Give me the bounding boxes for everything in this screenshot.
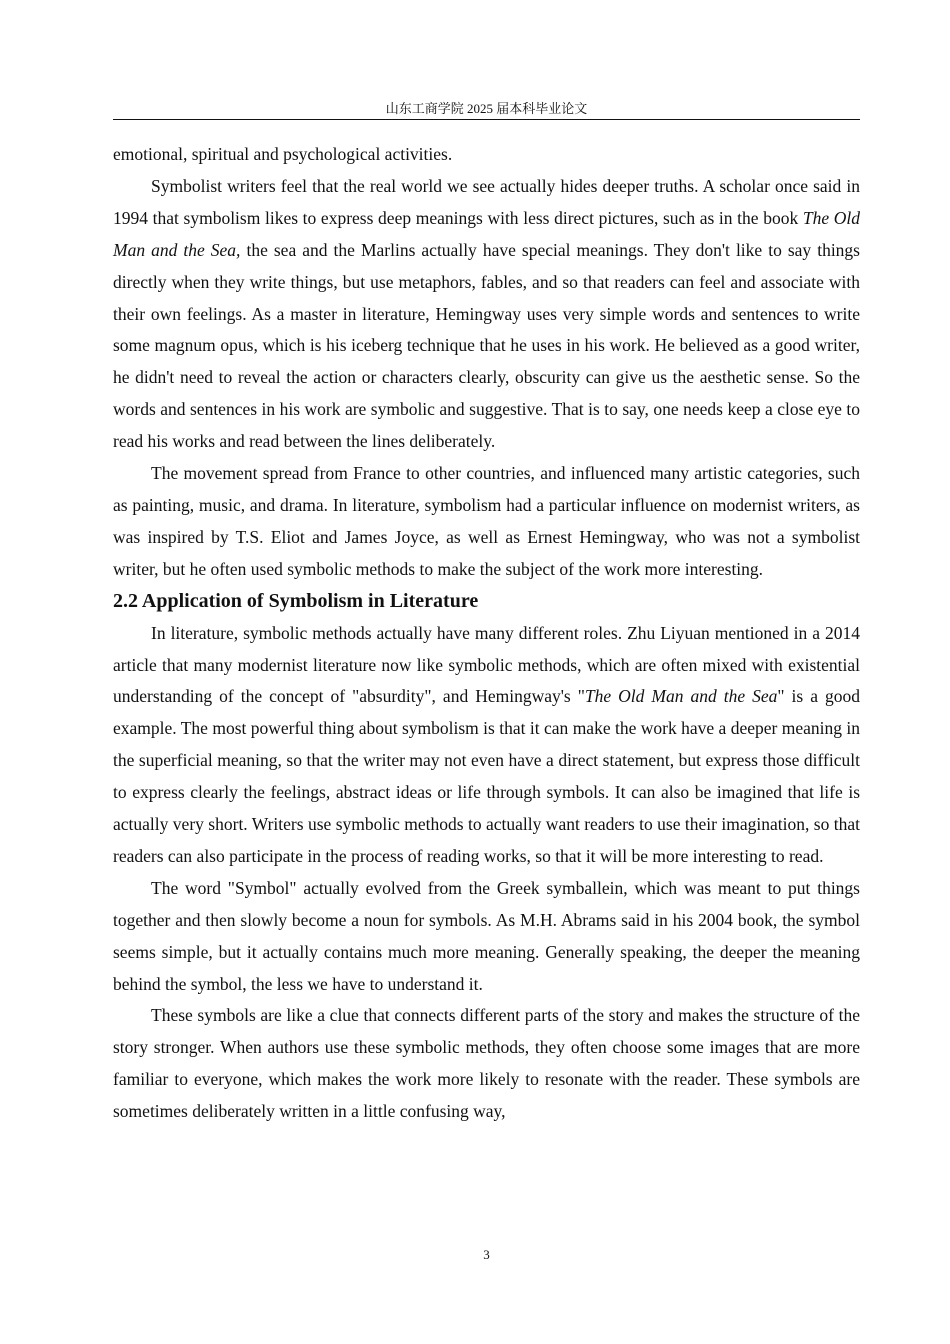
- page-body: [113, 139, 860, 1128]
- paragraph-text: In literature, symbolic methods actually have many different roles. Zhu Liyuan mentioned in a 2014 article that many modernist literature now like symbolic methods, which are often mixed with existential understanding of the concept of "absurdity", and Hemingway's ": [113, 622, 860, 707]
- section-heading: 2.2 Application of Symbolism in Literature: [113, 589, 479, 612]
- paragraph-text: Symbolist writers feel that the real world we see actually hides deeper truths. A scholar once said in 1994 that symbolism likes to express deep meanings with less direct pictures, such as in the book: [113, 175, 860, 228]
- header-rule: [113, 119, 860, 120]
- paragraph-symbolist-writers: [113, 171, 860, 458]
- book-title-italic: The Old Man and the Sea,: [113, 207, 861, 260]
- paragraph-text: the sea and the Marlins actually have special meanings. They don't like to say things directly when they write things, but use metaphors, fables, and so that readers can feel and associate with their own feelings. As a master in literature, Hemingway uses very simple words and sentences to write some magnum opus, which is his iceberg technique that he uses in his work. He believed as a good writer, he didn't need to reveal the action or characters clearly, obscurity can give us the aesthetic sense. So the words and sentences in his work are symbolic and suggestive. That is to say, one needs keep a close eye to read his works and read between the lines deliberately.: [113, 239, 860, 452]
- paragraph-symbol-word: The word "Symbol" actually evolved from the Greek symballein, which was meant to put things together and then slowly become a noun for symbols. As M.H. Abrams said in his 2004 book, the symbol seems simple, but it actually contains much more meaning. Generally speaking, the deeper the meaning behind the symbol, the less we have to understand it.: [113, 877, 860, 994]
- paragraph-movement-spread: The movement spread from France to other countries, and influenced many artistic categories, such as painting, music, and drama. In literature, symbolism had a particular influence on modernist writers, as was inspired by T.S. Eliot and James Joyce, as well as Ernest Hemingway, who was not a symbolist writer, but he often used symbolic methods to make the subject of the work more interesting.: [113, 463, 860, 579]
- paragraph-symbols-clue: These symbols are like a clue that connects different parts of the story and makes the structure of the story stronger. When authors use these symbolic methods, they often choose some images that are more familiar to everyone, which makes the work more likely to resonate with the reader. These symbols are sometimes deliberately written in a little confusing way,: [113, 1005, 860, 1122]
- paragraph-literature-roles: [113, 618, 860, 873]
- book-title-italic: The Old Man and the Sea: [584, 686, 778, 707]
- paragraph-text: " is a good example. The most powerful thing about symbolism is that it can make the work have a deeper meaning in the superficial meaning, so that the writer may not even have a direct statement, but express those difficult to express clearly the feelings, abstract ideas or life through symbols. It can also be imagined that life is actually very short. Writers use symbolic methods to actually want readers to use their imagination, so that readers can also participate in the process of reading works, so that it will be more interesting to read.: [113, 686, 860, 866]
- paragraph-continued: emotional, spiritual and psychological activities.: [113, 144, 453, 164]
- running-header: 山东工商学院 2025 届本科毕业论文: [385, 101, 588, 116]
- page-number: 3: [483, 1247, 490, 1262]
